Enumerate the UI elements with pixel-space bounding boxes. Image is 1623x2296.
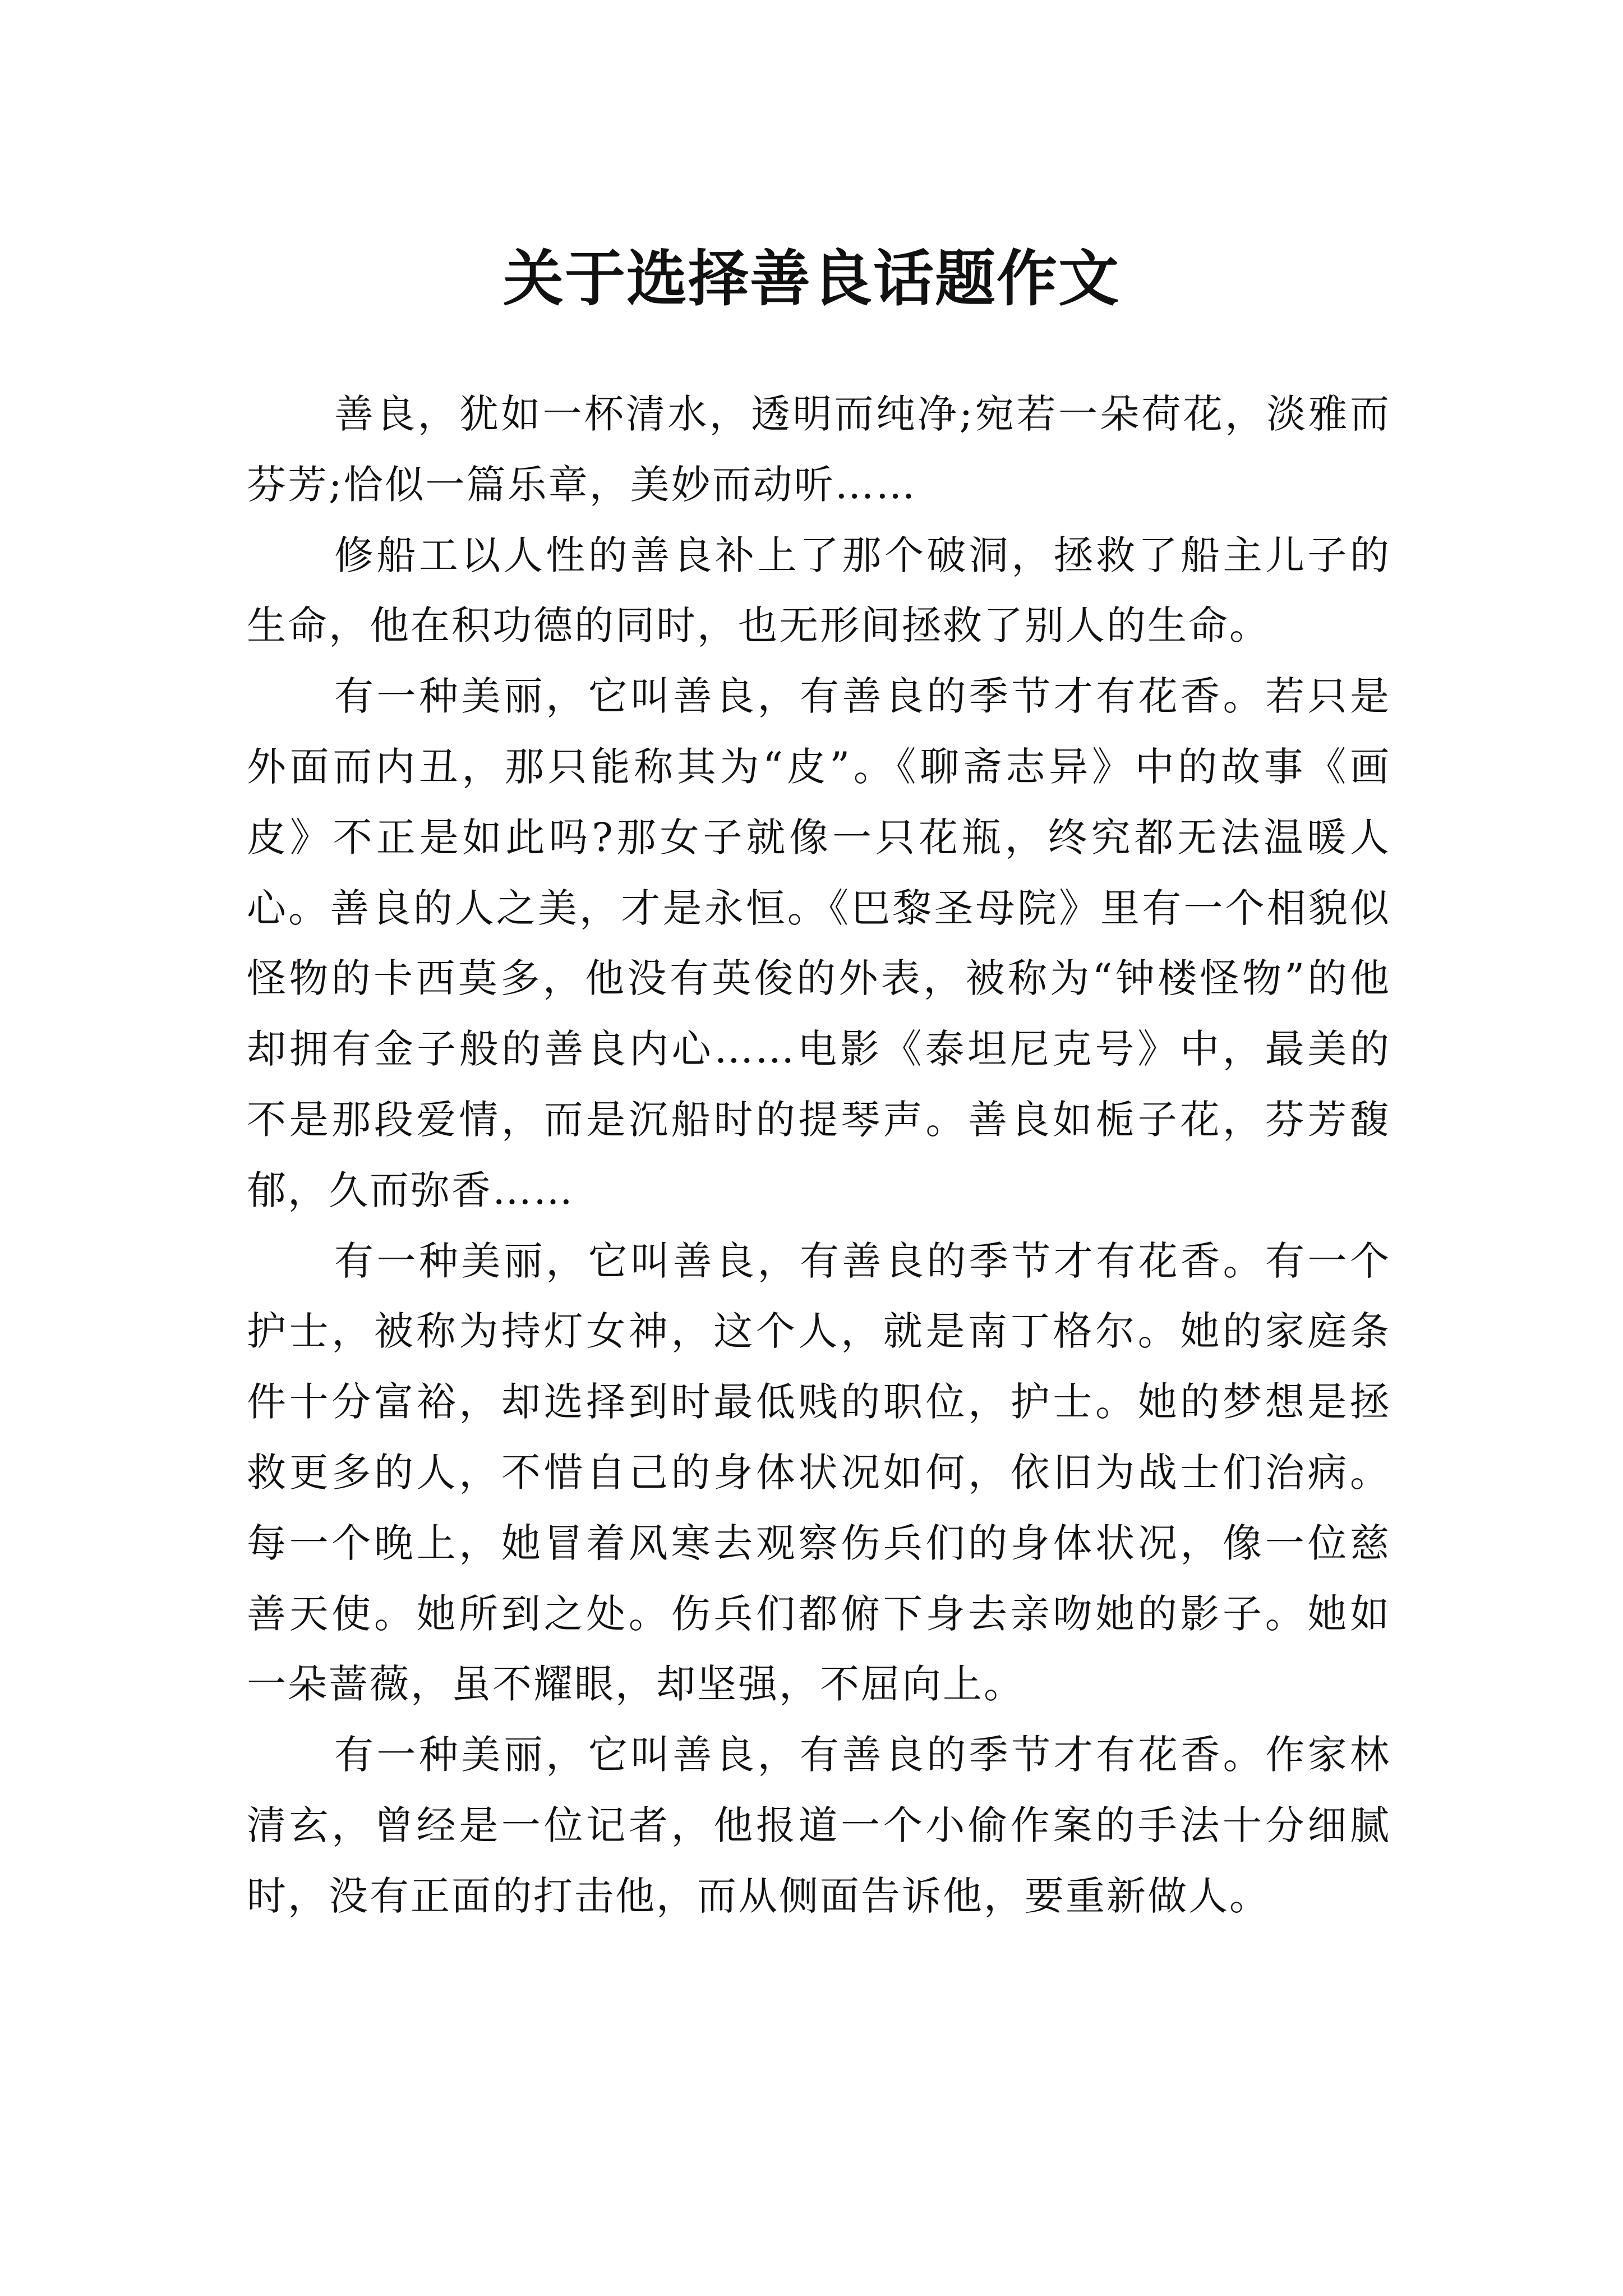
document-body (247, 379, 1391, 1932)
paragraph-2: 修船工以人性的善良补上了那个破洞，拯救了船主儿子的生命，他在积功德的同时，也无形间拯救了别人的生命。 (247, 532, 1391, 649)
paragraph-3: 有一种美丽，它叫善良，有善良的季节才有花香。若只是外面而内丑，那只能称其为“皮”。《聊斋志异》中的故事《画皮》不正是如此吗?那女子就像一只花瓶，终究都无法温暖人心。善良的人之美，才是永恒。《巴黎圣母院》里有一个相貌似怪物的卡西莫多，他没有英俊的外表，被称为“钟楼怪物”的他却拥有金子般的善良内心……电影《泰坦尼克号》中，最美的不是那段爱情，而是沉船时的提琴声。善良如栀子花，芬芳馥郁，久而弥香…… (247, 673, 1391, 1213)
paragraph-5: 有一种美丽，它叫善良，有善良的季节才有花香。作家林清玄，曾经是一位记者，他报道一个小偷作案的手法十分细腻时，没有正面的打击他，而从侧面告诉他，要重新做人。 (247, 1732, 1391, 1919)
paragraph-4: 有一种美丽，它叫善良，有善良的季节才有花香。有一个护士，被称为持灯女神，这个人，就是南丁格尔。她的家庭条件十分富裕，却选择到时最低贱的职位，护士。她的梦想是拯救更多的人，不惜自己的身体状况如何，依旧为战士们治病。每一个晚上，她冒着风寒去观察伤兵们的身体状况，像一位慈善天使。她所到之处。伤兵们都俯下身去亲吻她的影子。她如一朵蔷薇，虽不耀眼，却坚强，不屈向上。 (247, 1237, 1391, 1708)
document-title: 关于选择善良话题作文 (502, 243, 1120, 315)
paragraph-1: 善良，犹如一杯清水，透明而纯净;宛若一朵荷花，淡雅而芬芳;恰似一篇乐章，美妙而动听…… (247, 391, 1391, 508)
